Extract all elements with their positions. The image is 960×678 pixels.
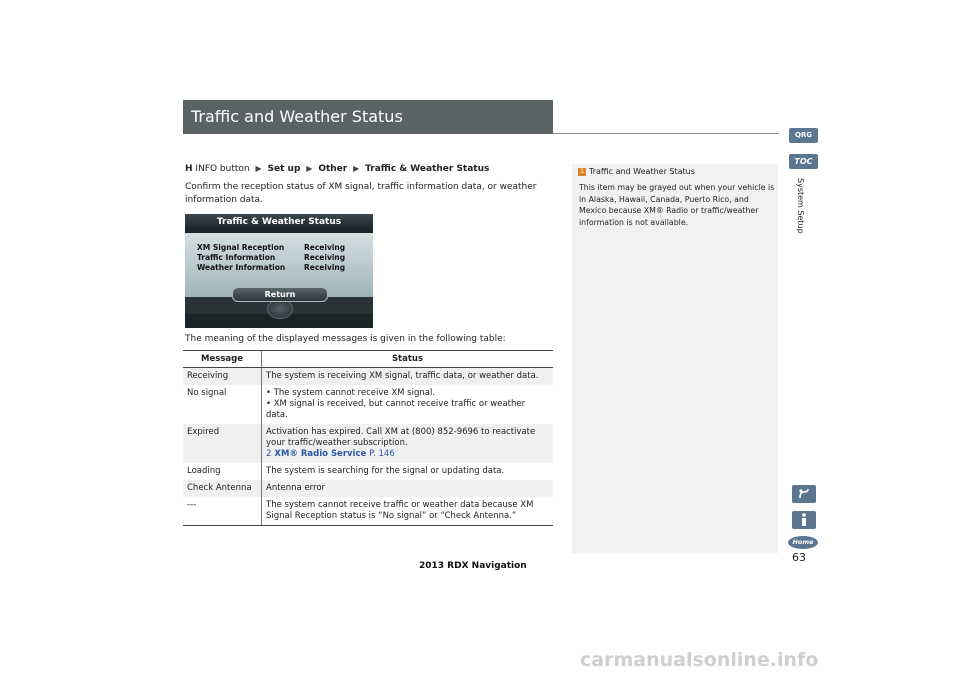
side-note-heading: Traffic and Weather Status bbox=[589, 167, 695, 176]
page-number: 63 bbox=[792, 551, 806, 564]
footer-title: 2013 RDX Navigation bbox=[419, 561, 527, 571]
screen-row-value: Receiving bbox=[304, 243, 346, 252]
status-table bbox=[183, 350, 553, 526]
message-cell: --- bbox=[183, 497, 262, 526]
column-header-message: Message bbox=[183, 351, 262, 368]
column-header-status: Status bbox=[262, 351, 554, 368]
status-bullet: • XM signal is received, but cannot receive traffic or weather data. bbox=[266, 399, 526, 420]
table-row bbox=[183, 497, 553, 526]
status-bullet-text: XM signal is received, but cannot receive traffic or weather data. bbox=[266, 399, 526, 420]
info-icon[interactable] bbox=[792, 511, 816, 529]
watermark: carmanualsonline.info bbox=[580, 649, 819, 671]
status-bullet: • The system cannot receive XM signal. bbox=[266, 388, 436, 398]
table-row bbox=[183, 463, 553, 480]
screen-row-label: Weather Information bbox=[197, 263, 286, 272]
message-cell: Check Antenna bbox=[183, 480, 262, 497]
status-cell bbox=[262, 385, 554, 424]
link-page: P. 146 bbox=[369, 449, 395, 459]
title-divider bbox=[553, 133, 779, 134]
chapter-label: System Setup bbox=[796, 178, 805, 234]
toc-tab[interactable]: TOC bbox=[789, 154, 818, 169]
breadcrumb-item-other: Other bbox=[318, 164, 348, 174]
xm-radio-service-link[interactable] bbox=[266, 449, 395, 459]
table-row bbox=[183, 424, 553, 463]
screen-row bbox=[197, 263, 346, 272]
breadcrumb bbox=[185, 164, 489, 174]
meaning-text: The meaning of the displayed messages is given in the following table: bbox=[185, 334, 506, 344]
section-title-bar bbox=[183, 100, 553, 134]
message-cell: Receiving bbox=[183, 368, 262, 386]
section-title: Traffic and Weather Status bbox=[191, 107, 403, 126]
navigation-screen-image bbox=[185, 214, 373, 328]
screen-row-label: Traffic Information bbox=[197, 253, 276, 262]
arrow-right-icon: ▶ bbox=[306, 164, 313, 173]
arrow-right-icon: ▶ bbox=[353, 164, 360, 173]
screen-row-value: Receiving bbox=[304, 263, 346, 272]
table-row bbox=[183, 368, 553, 386]
breadcrumb-item-info: INFO button bbox=[195, 164, 250, 174]
side-note-heading-row bbox=[578, 167, 695, 176]
breadcrumb-item-setup: Set up bbox=[267, 164, 301, 174]
status-bullet-text: The system cannot receive XM signal. bbox=[273, 388, 436, 398]
status-text: Activation has expired. Call XM at (800) 852-9696 to reactivate your traffic/weather subscription. bbox=[266, 427, 536, 448]
screen-row bbox=[197, 243, 346, 252]
screen-row bbox=[197, 253, 346, 262]
screen-row-label: XM Signal Reception bbox=[197, 243, 285, 252]
side-note-text: This item may be grayed out when your vehicle is in Alaska, Hawaii, Canada, Puerto Rico, and Mexico because XM® Radio or traffic/weather information is not available. bbox=[579, 183, 775, 227]
voice-command-icon[interactable] bbox=[792, 485, 816, 503]
screen-row-value: Receiving bbox=[304, 253, 346, 262]
qrg-tab[interactable]: QRG bbox=[789, 128, 818, 143]
status-cell bbox=[262, 424, 554, 463]
return-button: Return bbox=[232, 287, 328, 302]
breadcrumb-item-traffic-weather: Traffic & Weather Status bbox=[365, 164, 490, 174]
screen-title: Traffic & Weather Status bbox=[185, 214, 373, 230]
table-row bbox=[183, 480, 553, 497]
h-symbol: H bbox=[185, 164, 193, 174]
arrow-right-icon: ▶ bbox=[255, 164, 262, 173]
message-cell: No signal bbox=[183, 385, 262, 424]
status-cell: The system is searching for the signal or updating data. bbox=[266, 466, 505, 476]
message-cell: Loading bbox=[183, 463, 262, 480]
table-row bbox=[183, 385, 553, 424]
home-icon[interactable]: Home bbox=[788, 536, 818, 549]
note-number-icon: 1 bbox=[578, 168, 586, 176]
status-cell: The system is receiving XM signal, traffic data, or weather data. bbox=[262, 368, 554, 386]
status-cell: Antenna error bbox=[262, 480, 554, 497]
side-note bbox=[572, 164, 778, 553]
message-cell: Expired bbox=[183, 424, 262, 463]
link-text: XM® Radio Service bbox=[274, 449, 367, 459]
status-cell: The system cannot receive traffic or weather data because XM Signal Reception status is “No signal” or “Check Antenna.” bbox=[262, 497, 554, 526]
intro-text: Confirm the reception status of XM signal, traffic information data, or weather information data. bbox=[185, 182, 537, 205]
link-arrow-icon: 2 bbox=[266, 449, 272, 459]
interface-dial-icon bbox=[267, 299, 293, 319]
